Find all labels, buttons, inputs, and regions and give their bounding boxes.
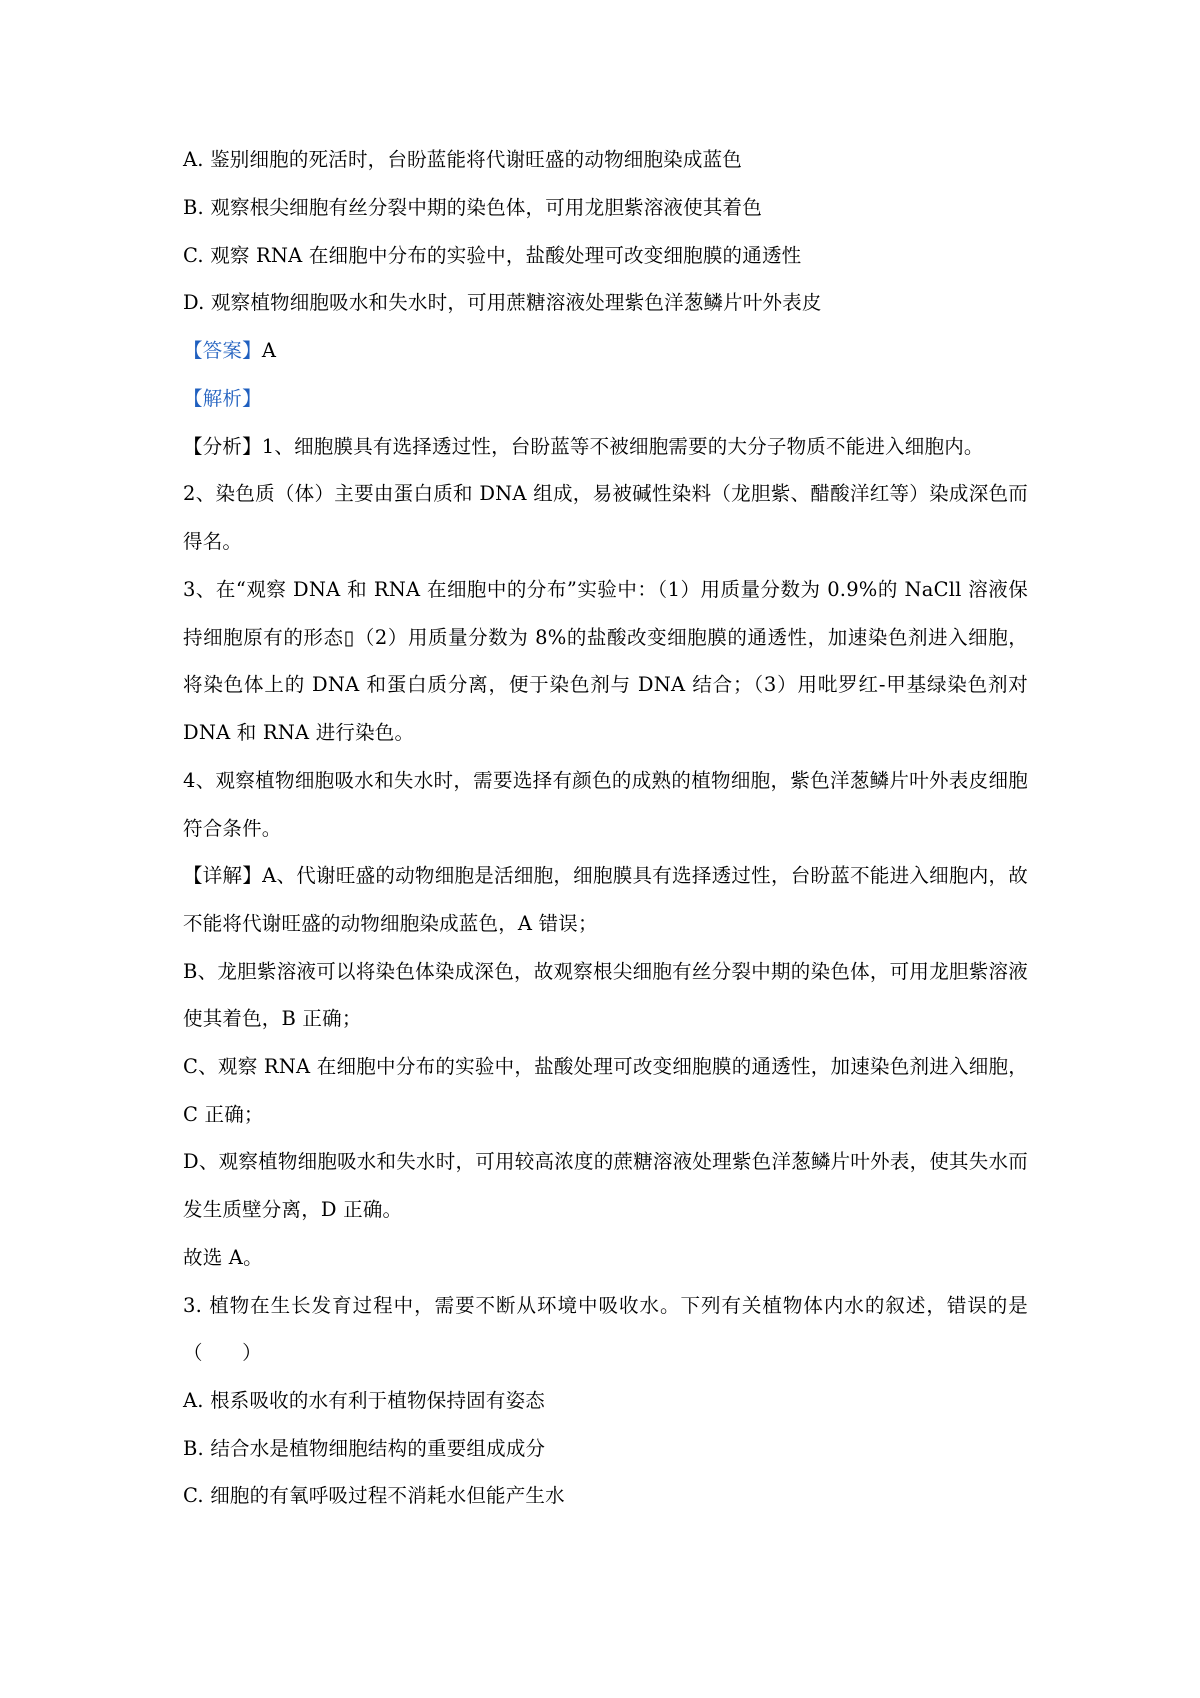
conclusion: 故选 A。 [183, 1245, 263, 1269]
q3-option-b: B. 结合水是植物细胞结构的重要组成成分 [183, 1436, 546, 1460]
answer-line [183, 339, 1028, 363]
question-content [183, 148, 1028, 1532]
detail-c: C、观察 RNA 在细胞中分布的实验中，盐酸处理可改变细胞膜的通透性，加速染色剂进入细胞，C 正确； [183, 1054, 1028, 1126]
analysis-tag: 【解析】 [183, 386, 262, 410]
q2-option-c: C. 观察 RNA 在细胞中分布的实验中，盐酸处理可改变细胞膜的通透性 [183, 243, 802, 267]
answer-tag: 【答案】 [183, 339, 262, 363]
analysis-point-2: 2、染色质（体）主要由蛋白质和 DNA 组成，易被碱性染料（龙胆紫、醋酸洋红等）染成深色而得名。 [183, 482, 1028, 554]
detail-a: 【详解】A、代谢旺盛的动物细胞是活细胞，细胞膜具有选择透过性，台盼蓝不能进入细胞内，故不能将代谢旺盛的动物细胞染成蓝色，A 错误； [183, 864, 1028, 935]
analysis-point-1: 【分析】1、细胞膜具有选择透过性，台盼蓝等不被细胞需要的大分子物质不能进入细胞内。 [183, 434, 984, 458]
q3-option-c: C. 细胞的有氧呼吸过程不消耗水但能产生水 [183, 1484, 565, 1508]
q2-option-b: B. 观察根尖细胞有丝分裂中期的染色体，可用龙胆紫溶液使其着色 [183, 195, 762, 219]
analysis-point-3: 3、在“观察 DNA 和 RNA 在细胞中的分布”实验中：（1）用质量分数为 0.9%的 NaCll 溶液保持细胞原有的形态▯（2）用质量分数为 8%的盐酸改变细胞膜的通透性，加速染色剂进入细胞，将染色体上的 DNA 和蛋白质分离，便于染色剂与 DNA 结合；（3）用吡罗红-甲基绿染色剂对 DNA 和 RNA 进行染色。 [183, 577, 1028, 745]
answer-value: A [261, 339, 277, 363]
detail-d: D、观察植物细胞吸水和失水时，可用较高浓度的蔗糖溶液处理紫色洋葱鳞片叶外表，使其失水而发生质壁分离，D 正确。 [183, 1150, 1028, 1222]
q3-stem: 3. 植物在生长发育过程中，需要不断从环境中吸收水。下列有关植物体内水的叙述，错误的是（ ） [183, 1293, 1028, 1365]
analysis-point-4: 4、观察植物细胞吸水和失水时，需要选择有颜色的成熟的植物细胞，紫色洋葱鳞片叶外表皮细胞符合条件。 [183, 768, 1028, 840]
q2-option-d: D. 观察植物细胞吸水和失水时，可用蔗糖溶液处理紫色洋葱鳞片叶外表皮 [183, 291, 822, 315]
q3-option-a: A. 根系吸收的水有利于植物保持固有姿态 [183, 1388, 545, 1412]
detail-b: B、龙胆紫溶液可以将染色体染成深色，故观察根尖细胞有丝分裂中期的染色体，可用龙胆紫溶液使其着色，B 正确； [183, 959, 1028, 1031]
q2-option-a: A. 鉴别细胞的死活时，台盼蓝能将代谢旺盛的动物细胞染成蓝色 [183, 148, 742, 171]
